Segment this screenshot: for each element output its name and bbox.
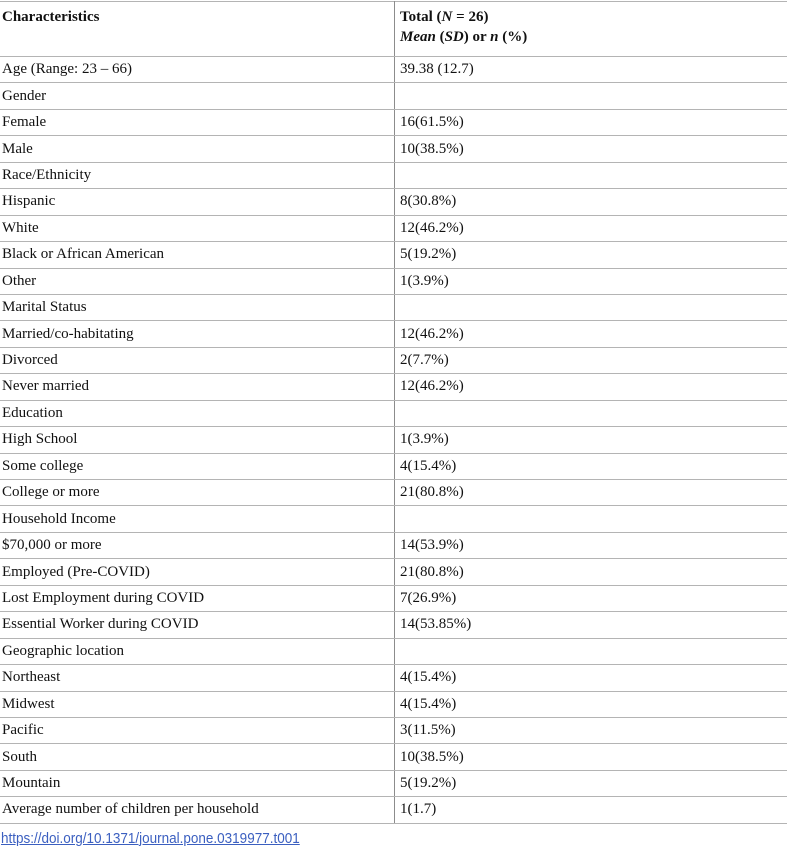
row-value: 10(38.5%)	[395, 136, 787, 162]
table-row	[0, 480, 787, 506]
table-row	[0, 136, 787, 162]
row-label: College or more	[0, 480, 395, 506]
row-value: 12(46.2%)	[395, 321, 787, 347]
row-label: Geographic location	[0, 638, 395, 664]
row-value	[395, 638, 787, 664]
row-label: High School	[0, 427, 395, 453]
row-label: Northeast	[0, 665, 395, 691]
table-row	[0, 532, 787, 558]
row-label: Essential Worker during COVID	[0, 612, 395, 638]
row-label: Education	[0, 400, 395, 426]
row-label: Mountain	[0, 770, 395, 796]
row-value: 21(80.8%)	[395, 480, 787, 506]
doi-link[interactable]: https://doi.org/10.1371/journal.pone.0319977.t001	[1, 830, 300, 847]
table-row	[0, 717, 787, 743]
table-row	[0, 242, 787, 268]
table-row	[0, 189, 787, 215]
table-row	[0, 585, 787, 611]
row-value: 5(19.2%)	[395, 242, 787, 268]
table-row	[0, 57, 787, 83]
row-value	[395, 294, 787, 320]
row-value: 1(3.9%)	[395, 427, 787, 453]
header-or: ) or	[464, 29, 490, 45]
row-value: 4(15.4%)	[395, 665, 787, 691]
row-value	[395, 162, 787, 188]
table-row	[0, 638, 787, 664]
row-label: Married/co-habitating	[0, 321, 395, 347]
row-label: White	[0, 215, 395, 241]
row-value: 1(1.7)	[395, 797, 787, 823]
table-row	[0, 374, 787, 400]
row-label: Female	[0, 109, 395, 135]
characteristics-table	[0, 1, 787, 824]
row-value	[395, 506, 787, 532]
row-value: 14(53.9%)	[395, 532, 787, 558]
row-value: 39.38 (12.7)	[395, 57, 787, 83]
header-paren: (	[436, 29, 445, 45]
table-row	[0, 427, 787, 453]
row-value: 1(3.9%)	[395, 268, 787, 294]
row-value: 8(30.8%)	[395, 189, 787, 215]
row-value	[395, 400, 787, 426]
table-row	[0, 612, 787, 638]
row-label: Pacific	[0, 717, 395, 743]
row-label: Hispanic	[0, 189, 395, 215]
row-label: Household Income	[0, 506, 395, 532]
table-row	[0, 109, 787, 135]
table-header-row	[0, 2, 787, 57]
row-value: 16(61.5%)	[395, 109, 787, 135]
table-row	[0, 691, 787, 717]
table-row	[0, 559, 787, 585]
row-label: Race/Ethnicity	[0, 162, 395, 188]
row-value: 10(38.5%)	[395, 744, 787, 770]
table-row	[0, 770, 787, 796]
row-label: $70,000 or more	[0, 532, 395, 558]
row-label: Age (Range: 23 – 66)	[0, 57, 395, 83]
row-label: Lost Employment during COVID	[0, 585, 395, 611]
row-value: 12(46.2%)	[395, 374, 787, 400]
row-label: Marital Status	[0, 294, 395, 320]
header-total	[395, 2, 787, 57]
row-value: 5(19.2%)	[395, 770, 787, 796]
table-row	[0, 294, 787, 320]
row-label: Average number of children per household	[0, 797, 395, 823]
header-sd: SD	[445, 29, 464, 45]
header-total-count: = 26)	[452, 9, 488, 25]
row-value: 7(26.9%)	[395, 585, 787, 611]
row-label: Male	[0, 136, 395, 162]
row-value: 3(11.5%)	[395, 717, 787, 743]
row-label: Employed (Pre-COVID)	[0, 559, 395, 585]
table-row	[0, 83, 787, 109]
row-value: 21(80.8%)	[395, 559, 787, 585]
table-row	[0, 665, 787, 691]
header-n: n	[490, 29, 498, 45]
table-row	[0, 506, 787, 532]
table-row	[0, 268, 787, 294]
row-value: 4(15.4%)	[395, 691, 787, 717]
row-label: South	[0, 744, 395, 770]
header-total-text: Total (	[400, 9, 442, 25]
table-row	[0, 321, 787, 347]
row-label: Gender	[0, 83, 395, 109]
header-characteristics: Characteristics	[0, 2, 395, 57]
header-percent: (%)	[499, 29, 528, 45]
row-value: 4(15.4%)	[395, 453, 787, 479]
header-mean: Mean	[400, 29, 436, 45]
row-label: Midwest	[0, 691, 395, 717]
table-row	[0, 347, 787, 373]
table-row	[0, 797, 787, 823]
row-label: Never married	[0, 374, 395, 400]
table-row	[0, 400, 787, 426]
table-row	[0, 162, 787, 188]
row-label: Divorced	[0, 347, 395, 373]
row-label: Other	[0, 268, 395, 294]
row-value: 12(46.2%)	[395, 215, 787, 241]
row-value	[395, 83, 787, 109]
table-row	[0, 744, 787, 770]
row-label: Some college	[0, 453, 395, 479]
row-value: 2(7.7%)	[395, 347, 787, 373]
table-row	[0, 453, 787, 479]
row-value: 14(53.85%)	[395, 612, 787, 638]
table-row	[0, 215, 787, 241]
row-label: Black or African American	[0, 242, 395, 268]
header-n-symbol: N	[442, 9, 453, 25]
